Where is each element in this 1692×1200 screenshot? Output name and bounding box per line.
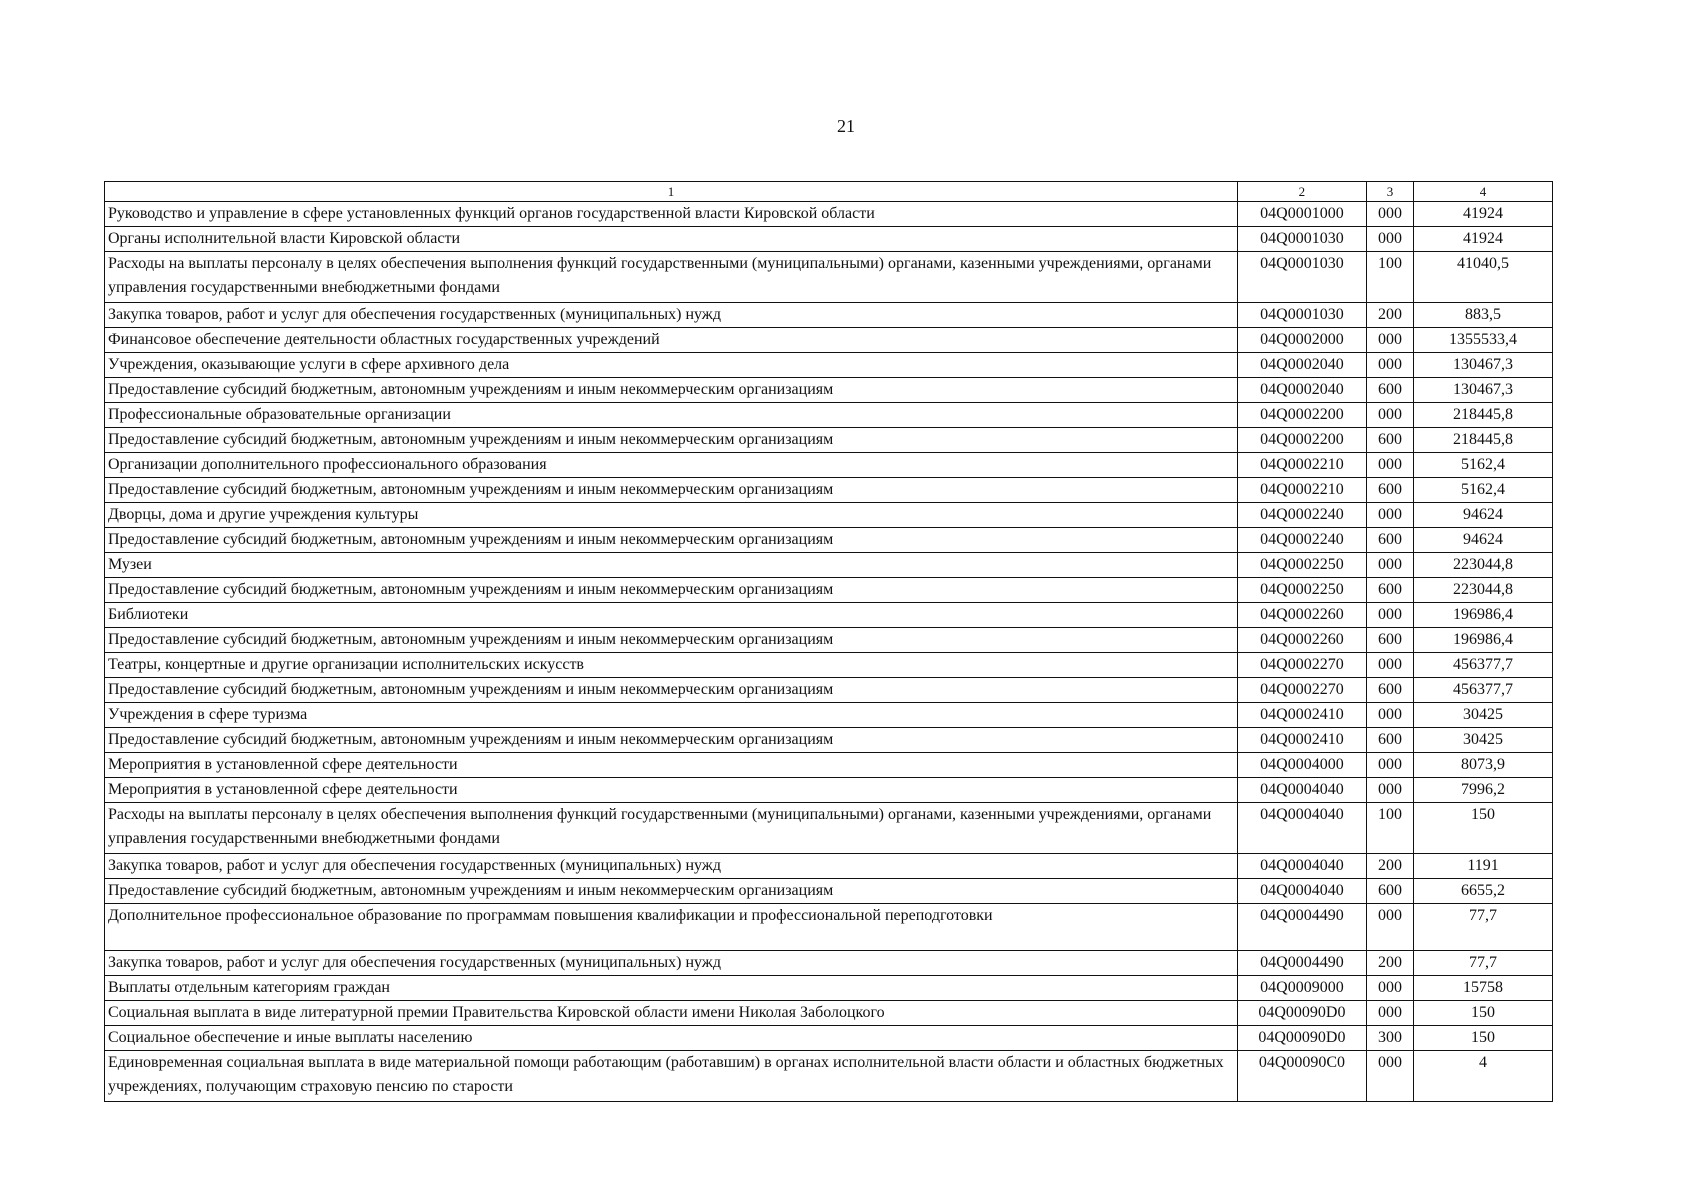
- cell-sum: 41040,5: [1414, 252, 1553, 303]
- header-col-2: 2: [1238, 182, 1367, 202]
- table-row: [105, 478, 1553, 503]
- cell-name: Предоставление субсидий бюджетным, автономным учреждениям и иным некоммерческим организациям: [105, 879, 1238, 904]
- table-row: [105, 778, 1553, 803]
- table-row: [105, 753, 1553, 778]
- table-row: [105, 328, 1553, 353]
- cell-name: Предоставление субсидий бюджетным, автономным учреждениям и иным некоммерческим организациям: [105, 528, 1238, 553]
- cell-sum: 5162,4: [1414, 453, 1553, 478]
- table-row: [105, 1026, 1553, 1051]
- cell-code: 04Q0004490: [1238, 951, 1367, 976]
- cell-sum: 218445,8: [1414, 403, 1553, 428]
- table-row: [105, 528, 1553, 553]
- cell-name: Расходы на выплаты персоналу в целях обеспечения выполнения функций государственными (муниципальными) органами, казенными учреждениями, органами управления государственными внебюджетными фондами: [105, 252, 1238, 303]
- cell-sum: 30425: [1414, 728, 1553, 753]
- cell-name: Социальное обеспечение и иные выплаты населению: [105, 1026, 1238, 1051]
- table-row: [105, 653, 1553, 678]
- table-row: [105, 503, 1553, 528]
- cell-type: 600: [1366, 728, 1413, 753]
- cell-sum: 130467,3: [1414, 353, 1553, 378]
- table-row: [105, 803, 1553, 854]
- cell-name: Учреждения в сфере туризма: [105, 703, 1238, 728]
- cell-sum: 456377,7: [1414, 653, 1553, 678]
- table-row: [105, 854, 1553, 879]
- cell-code: 04Q0002200: [1238, 428, 1367, 453]
- cell-code: 04Q0002200: [1238, 403, 1367, 428]
- cell-name: Предоставление субсидий бюджетным, автономным учреждениям и иным некоммерческим организациям: [105, 578, 1238, 603]
- cell-sum: 7996,2: [1414, 778, 1553, 803]
- table-row: [105, 202, 1553, 227]
- cell-name: Социальная выплата в виде литературной премии Правительства Кировской области имени Николая Заболоцкого: [105, 1001, 1238, 1026]
- table-row: [105, 428, 1553, 453]
- table-row: [105, 628, 1553, 653]
- cell-type: 000: [1366, 778, 1413, 803]
- cell-sum: 8073,9: [1414, 753, 1553, 778]
- cell-type: 000: [1366, 403, 1413, 428]
- cell-code: 04Q0001030: [1238, 303, 1367, 328]
- header-col-1: 1: [105, 182, 1238, 202]
- table-row: [105, 1051, 1553, 1102]
- cell-type: 600: [1366, 428, 1413, 453]
- cell-name: Музеи: [105, 553, 1238, 578]
- cell-code: 04Q0002040: [1238, 353, 1367, 378]
- header-col-3: 3: [1366, 182, 1413, 202]
- cell-sum: 196986,4: [1414, 603, 1553, 628]
- cell-code: 04Q0002210: [1238, 453, 1367, 478]
- cell-type: 000: [1366, 1001, 1413, 1026]
- cell-type: 000: [1366, 227, 1413, 252]
- cell-name: Закупка товаров, работ и услуг для обеспечения государственных (муниципальных) нужд: [105, 951, 1238, 976]
- cell-code: 04Q0004000: [1238, 753, 1367, 778]
- cell-type: 600: [1366, 378, 1413, 403]
- cell-code: 04Q0004040: [1238, 854, 1367, 879]
- cell-code: 04Q0009000: [1238, 976, 1367, 1001]
- cell-code: 04Q0002040: [1238, 378, 1367, 403]
- cell-type: 000: [1366, 904, 1413, 951]
- cell-name: Библиотеки: [105, 603, 1238, 628]
- cell-name: Предоставление субсидий бюджетным, автономным учреждениям и иным некоммерческим организациям: [105, 428, 1238, 453]
- cell-sum: 15758: [1414, 976, 1553, 1001]
- cell-name: Предоставление субсидий бюджетным, автономным учреждениям и иным некоммерческим организациям: [105, 728, 1238, 753]
- table-row: [105, 976, 1553, 1001]
- cell-code: 04Q0002250: [1238, 578, 1367, 603]
- cell-type: 000: [1366, 202, 1413, 227]
- cell-type: 600: [1366, 528, 1413, 553]
- cell-code: 04Q0002270: [1238, 678, 1367, 703]
- cell-code: 04Q0001030: [1238, 227, 1367, 252]
- cell-code: 04Q0002240: [1238, 528, 1367, 553]
- cell-code: 04Q00090C0: [1238, 1051, 1367, 1102]
- cell-sum: 218445,8: [1414, 428, 1553, 453]
- cell-name: Профессиональные образовательные организации: [105, 403, 1238, 428]
- cell-sum: 223044,8: [1414, 578, 1553, 603]
- cell-type: 000: [1366, 653, 1413, 678]
- table-row: [105, 951, 1553, 976]
- cell-name: Театры, концертные и другие организации исполнительских искусств: [105, 653, 1238, 678]
- cell-type: 000: [1366, 453, 1413, 478]
- cell-name: Предоставление субсидий бюджетным, автономным учреждениям и иным некоммерческим организациям: [105, 478, 1238, 503]
- cell-type: 200: [1366, 303, 1413, 328]
- cell-name: Предоставление субсидий бюджетным, автономным учреждениям и иным некоммерческим организациям: [105, 378, 1238, 403]
- cell-type: 000: [1366, 753, 1413, 778]
- cell-sum: 4: [1414, 1051, 1553, 1102]
- table-row: [105, 678, 1553, 703]
- cell-type: 100: [1366, 803, 1413, 854]
- cell-code: 04Q00090D0: [1238, 1026, 1367, 1051]
- cell-name: Предоставление субсидий бюджетным, автономным учреждениям и иным некоммерческим организациям: [105, 628, 1238, 653]
- table-body: [105, 182, 1553, 1102]
- cell-name: Финансовое обеспечение деятельности областных государственных учреждений: [105, 328, 1238, 353]
- cell-type: 200: [1366, 951, 1413, 976]
- cell-code: 04Q0002410: [1238, 728, 1367, 753]
- table-row: [105, 303, 1553, 328]
- cell-code: 04Q0001030: [1238, 252, 1367, 303]
- cell-code: 04Q00090D0: [1238, 1001, 1367, 1026]
- cell-name: Мероприятия в установленной сфере деятельности: [105, 753, 1238, 778]
- table-row: [105, 378, 1553, 403]
- cell-name: Дворцы, дома и другие учреждения культуры: [105, 503, 1238, 528]
- budget-table: [104, 181, 1553, 1102]
- cell-sum: 130467,3: [1414, 378, 1553, 403]
- cell-sum: 77,7: [1414, 951, 1553, 976]
- cell-sum: 223044,8: [1414, 553, 1553, 578]
- cell-name: Единовременная социальная выплата в виде материальной помощи работающим (работавшим) в органах исполнительной власти области и областных бюджетных учреждениях, получающим страховую пенсию по старости: [105, 1051, 1238, 1102]
- cell-code: 04Q0004490: [1238, 904, 1367, 951]
- cell-code: 04Q0002000: [1238, 328, 1367, 353]
- cell-name: Мероприятия в установленной сфере деятельности: [105, 778, 1238, 803]
- table-header-row: [105, 182, 1553, 202]
- cell-sum: 5162,4: [1414, 478, 1553, 503]
- cell-type: 000: [1366, 703, 1413, 728]
- cell-code: 04Q0002270: [1238, 653, 1367, 678]
- table-row: [105, 728, 1553, 753]
- cell-sum: 196986,4: [1414, 628, 1553, 653]
- cell-type: 100: [1366, 252, 1413, 303]
- cell-name: Дополнительное профессиональное образование по программам повышения квалификации и профессиональной переподготовки: [105, 904, 1238, 951]
- table-row: [105, 227, 1553, 252]
- table-row: [105, 453, 1553, 478]
- cell-name: Закупка товаров, работ и услуг для обеспечения государственных (муниципальных) нужд: [105, 854, 1238, 879]
- cell-code: 04Q0002260: [1238, 628, 1367, 653]
- cell-sum: 1191: [1414, 854, 1553, 879]
- table-row: [105, 353, 1553, 378]
- cell-name: Закупка товаров, работ и услуг для обеспечения государственных (муниципальных) нужд: [105, 303, 1238, 328]
- cell-type: 200: [1366, 854, 1413, 879]
- table-row: [105, 553, 1553, 578]
- cell-type: 000: [1366, 353, 1413, 378]
- cell-name: Руководство и управление в сфере установленных функций органов государственной власти Кировской области: [105, 202, 1238, 227]
- table-row: [105, 603, 1553, 628]
- cell-type: 000: [1366, 1051, 1413, 1102]
- cell-sum: 6655,2: [1414, 879, 1553, 904]
- cell-type: 000: [1366, 553, 1413, 578]
- cell-sum: 883,5: [1414, 303, 1553, 328]
- cell-type: 600: [1366, 478, 1413, 503]
- cell-code: 04Q0002210: [1238, 478, 1367, 503]
- table-row: [105, 904, 1553, 951]
- table-row: [105, 578, 1553, 603]
- cell-sum: 456377,7: [1414, 678, 1553, 703]
- cell-type: 000: [1366, 503, 1413, 528]
- cell-code: 04Q0002240: [1238, 503, 1367, 528]
- cell-sum: 30425: [1414, 703, 1553, 728]
- cell-name: Расходы на выплаты персоналу в целях обеспечения выполнения функций государственными (муниципальными) органами, казенными учреждениями, органами управления государственными внебюджетными фондами: [105, 803, 1238, 854]
- page-number: 21: [837, 116, 855, 136]
- table-row: [105, 703, 1553, 728]
- cell-sum: 41924: [1414, 227, 1553, 252]
- cell-sum: 77,7: [1414, 904, 1553, 951]
- cell-code: 04Q0004040: [1238, 803, 1367, 854]
- table-row: [105, 879, 1553, 904]
- table-row: [105, 252, 1553, 303]
- cell-sum: 150: [1414, 1001, 1553, 1026]
- cell-code: 04Q0002260: [1238, 603, 1367, 628]
- cell-name: Учреждения, оказывающие услуги в сфере архивного дела: [105, 353, 1238, 378]
- cell-type: 600: [1366, 879, 1413, 904]
- cell-type: 300: [1366, 1026, 1413, 1051]
- table-row: [105, 1001, 1553, 1026]
- cell-sum: 94624: [1414, 503, 1553, 528]
- cell-sum: 94624: [1414, 528, 1553, 553]
- cell-code: 04Q0004040: [1238, 778, 1367, 803]
- cell-code: 04Q0004040: [1238, 879, 1367, 904]
- cell-name: Выплаты отдельным категориям граждан: [105, 976, 1238, 1001]
- header-col-4: 4: [1414, 182, 1553, 202]
- cell-type: 600: [1366, 628, 1413, 653]
- cell-sum: 1355533,4: [1414, 328, 1553, 353]
- cell-name: Организации дополнительного профессионального образования: [105, 453, 1238, 478]
- table-row: [105, 403, 1553, 428]
- cell-type: 000: [1366, 328, 1413, 353]
- cell-type: 600: [1366, 678, 1413, 703]
- cell-sum: 150: [1414, 803, 1553, 854]
- cell-sum: 150: [1414, 1026, 1553, 1051]
- cell-name: Предоставление субсидий бюджетным, автономным учреждениям и иным некоммерческим организациям: [105, 678, 1238, 703]
- cell-code: 04Q0002250: [1238, 553, 1367, 578]
- cell-type: 000: [1366, 976, 1413, 1001]
- cell-code: 04Q0002410: [1238, 703, 1367, 728]
- cell-name: Органы исполнительной власти Кировской области: [105, 227, 1238, 252]
- cell-type: 600: [1366, 578, 1413, 603]
- cell-sum: 41924: [1414, 202, 1553, 227]
- cell-type: 000: [1366, 603, 1413, 628]
- cell-code: 04Q0001000: [1238, 202, 1367, 227]
